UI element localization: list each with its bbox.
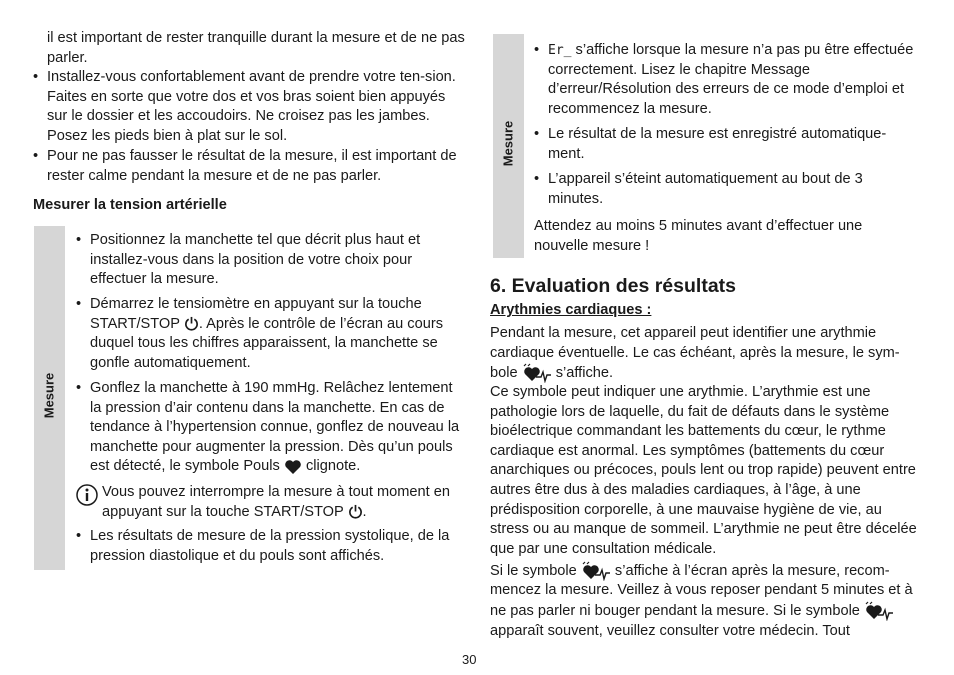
list-item-text: Les résultats de mesure de la pression systolique, de la pression diastolique et du pouls sont affichés. <box>90 528 450 564</box>
text-segment: Pendant la mesure, cet appareil peut identifier une arythmie cardiaque éventuelle. Le cas échéant, après la mesure, le sym-bole <box>490 325 900 382</box>
power-icon <box>348 504 363 519</box>
bullet-dot: • <box>534 126 540 142</box>
list-item-text <box>90 379 462 477</box>
text-segment: Si le symbole <box>490 562 577 579</box>
bullet-dot: • <box>76 380 82 396</box>
arrhythmia-icon <box>522 363 552 383</box>
sidebar-label: Mesure <box>500 120 516 167</box>
bullet-dot: • <box>33 148 39 164</box>
bullet-dot: • <box>33 69 39 85</box>
heart-icon <box>284 459 302 475</box>
paragraph: Ce symbole peut indiquer une arythmie. L’arythmie est une pathologie lors de laquelle, du fait de défauts dans le système bioélectrique commandant les battements du cœur, le rythme cardiaque est anormal. Les symptômes (battements du cœur anarchiques ou précoces, pouls lent ou trop rapide) peuvent entre autres être dus à des maladies cardiaques, à l’âge, à une prédisposition corporelle, à une mauvaise hygiène de vie, au stress ou au manque de sommeil. L’arythmie ne peut être décelée que par une consultation médicale. <box>490 384 917 557</box>
bullet-dot: • <box>534 171 540 187</box>
bullet-dot: • <box>76 232 82 248</box>
list-item-text: L’appareil s’éteint automatiquement au bout de 3 minutes. <box>548 171 863 207</box>
error-code: Er_ <box>548 43 572 58</box>
text-segment: . Après le contrôle de l’écran au cours duquel tous les chiffres apparaissent, la manchette se gonfle automatiquement. <box>90 315 443 371</box>
note-text: Attendez au moins 5 minutes avant d’effectuer une nouvelle mesure ! <box>534 218 863 254</box>
text-segment: Vous pouvez interrompre la mesure à tout moment en appuyant sur la touche START/STOP <box>102 484 450 520</box>
text-segment: s’affiche lorsque la mesure n’a pas pu être effectuée correctement. Lisez le chapitre Message d’erreur/Résolution des erreurs de ce mode d’emploi et recommencez la mesure. <box>548 42 914 117</box>
page-number: 30 <box>462 652 477 667</box>
intro-continuation: il est important de rester tranquille durant la mesure et de ne pas parler. <box>47 30 465 66</box>
text-segment: apparaît souvent, veuillez consulter votre médecin. Tout <box>490 622 850 639</box>
arrhythmia-icon <box>864 601 894 621</box>
arrhythmia-icon <box>581 561 611 581</box>
info-icon <box>76 484 98 506</box>
list-item-text: Pour ne pas fausser le résultat de la mesure, il est important de rester calme pendant la mesure et de ne pas parler. <box>47 148 457 184</box>
list-item-text <box>90 295 462 373</box>
text-segment: . <box>362 503 367 520</box>
section-title: 6. Evaluation des résultats <box>490 275 737 297</box>
text-segment: s’affiche. <box>555 365 614 382</box>
text-segment: Démarrez le tensiomètre en appuyant sur la touche START/STOP <box>90 296 422 332</box>
text-segment: Gonflez la manchette à 190 mmHg. Relâchez lentement la pression d’air contenu dans la manchette. En cas de tendance à l’hypertension connue, gonflez de nouveau la manchette pour augmenter la pression. Dès qu’un pouls est détecté, le symbole Pouls <box>90 380 460 475</box>
text-segment: clignote. <box>305 458 361 475</box>
bullet-dot: • <box>534 42 540 58</box>
subheading: Arythmies cardiaques : <box>490 302 652 318</box>
info-note <box>102 483 460 522</box>
paragraph <box>490 324 922 384</box>
bullet-dot: • <box>76 296 82 312</box>
list-item-text <box>548 41 920 119</box>
paragraph <box>490 561 922 641</box>
bullet-dot: • <box>76 528 82 544</box>
section-heading: Mesurer la tension artérielle <box>33 197 227 213</box>
sidebar-label: Mesure <box>41 372 57 419</box>
power-icon <box>184 316 199 331</box>
list-item-text: Positionnez la manchette tel que décrit plus haut et installez-vous dans la position de votre choix pour effectuer la mesure. <box>90 232 421 288</box>
list-item-text: Le résultat de la mesure est enregistré automatique-ment. <box>548 126 887 162</box>
list-item-text: Installez-vous confortablement avant de prendre votre ten-sion. Faites en sorte que votre dos et vos bras soient bien appuyés sur le dossier et les accoudoirs. Ne croisez pas les jambes. Posez les pieds bien à plat sur le sol. <box>47 69 456 144</box>
text-segment: s’affiche à l’écran après la mesure, recom-mencez la mesure. Veillez à vous reposer pendant 5 minutes et à ne pas parler ni bouger pendant la mesure. Si le symbole <box>490 562 913 619</box>
